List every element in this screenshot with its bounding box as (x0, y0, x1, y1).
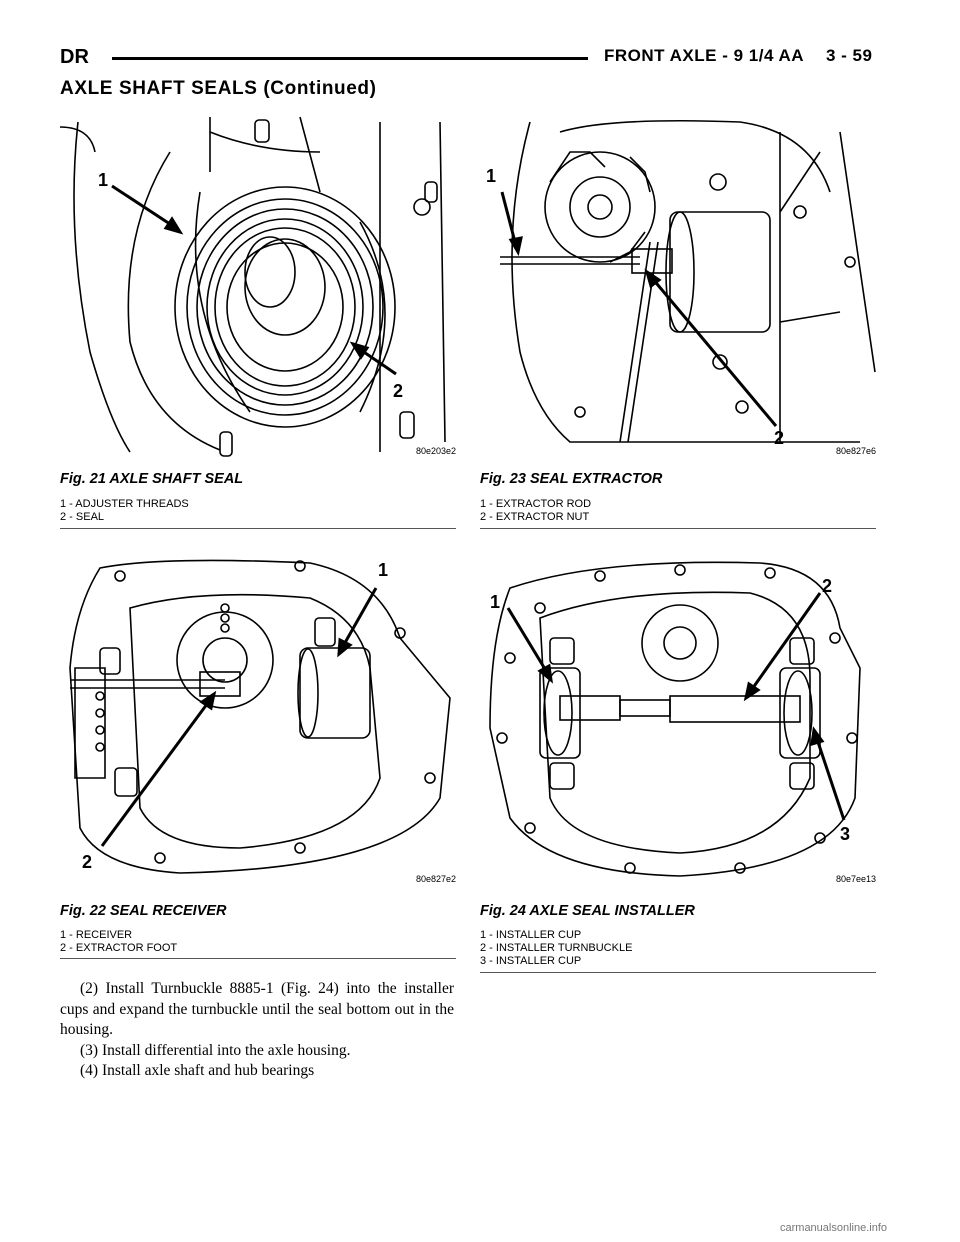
legend-item: 1 - EXTRACTOR ROD (480, 498, 592, 510)
figure-24-axle-seal-installer (480, 548, 880, 888)
callout-1: 1 (486, 166, 497, 186)
callout-1: 1 (490, 592, 501, 612)
figure-21-caption: Fig. 21 AXLE SHAFT SEAL (60, 471, 244, 487)
figure-code: 80e203e2 (416, 446, 457, 456)
figure-23-seal-extractor (480, 112, 880, 458)
legend-item: 3 - INSTALLER CUP (480, 955, 582, 967)
legend-item: 2 - INSTALLER TURNBUCKLE (480, 942, 633, 954)
callout-2: 2 (82, 852, 93, 872)
callout-1: 1 (378, 560, 389, 580)
figure-21-axle-shaft-seal (60, 112, 460, 458)
legend-item: 2 - SEAL (60, 511, 105, 523)
legend-item: 2 - EXTRACTOR NUT (480, 511, 590, 523)
header-rule (112, 57, 588, 60)
step-paragraph: (4) Install axle shaft and hub bearings (80, 1062, 315, 1079)
step-paragraph: (2) Install Turnbuckle 8885-1 (Fig. 24) into the installer cups and expand the turnbuckle until the seal bottom out in the housing. (60, 980, 454, 1038)
axle-shaft-seal-illustration (60, 112, 460, 458)
figure-22-caption: Fig. 22 SEAL RECEIVER (60, 903, 227, 919)
legend-item: 1 - INSTALLER CUP (480, 929, 582, 941)
axle-seal-installer-illustration (480, 548, 880, 888)
figure-23-rule (480, 528, 876, 529)
figure-24-rule (480, 972, 876, 973)
callout-2: 2 (393, 381, 404, 401)
header-page-number: 3 - 59 (826, 46, 873, 65)
watermark: carmanualsonline.info (780, 1222, 888, 1234)
callout-2: 2 (774, 428, 785, 448)
seal-extractor-illustration (480, 112, 880, 458)
seal-receiver-illustration (60, 548, 460, 888)
figure-code: 80e827e6 (836, 446, 877, 456)
figure-22-legend (60, 929, 177, 955)
figure-21-legend (60, 498, 189, 524)
callout-3: 3 (840, 824, 851, 844)
legend-item: 2 - EXTRACTOR FOOT (60, 942, 178, 954)
figure-23-caption: Fig. 23 SEAL EXTRACTOR (480, 471, 663, 487)
figure-24-legend (480, 929, 632, 968)
figure-24-caption: Fig. 24 AXLE SEAL INSTALLER (480, 903, 695, 919)
legend-item: 1 - ADJUSTER THREADS (60, 498, 189, 510)
figure-22-rule (60, 958, 456, 959)
figure-code: 80e7ee13 (836, 874, 877, 884)
figure-21-rule (60, 528, 456, 529)
step-paragraph: (3) Install differential into the axle housing. (80, 1041, 351, 1059)
figure-22-seal-receiver (60, 548, 460, 888)
callout-1: 1 (98, 170, 109, 190)
legend-item: 1 - RECEIVER (60, 929, 133, 941)
header-title: FRONT AXLE - 9 1/4 AA (604, 46, 805, 65)
figure-code: 80e827e2 (416, 874, 457, 884)
callout-2: 2 (822, 576, 833, 596)
body-text (60, 979, 454, 1082)
section-title: AXLE SHAFT SEALS (Continued) (60, 78, 377, 99)
figure-23-legend (480, 498, 591, 524)
header-section-code: DR (60, 46, 89, 68)
